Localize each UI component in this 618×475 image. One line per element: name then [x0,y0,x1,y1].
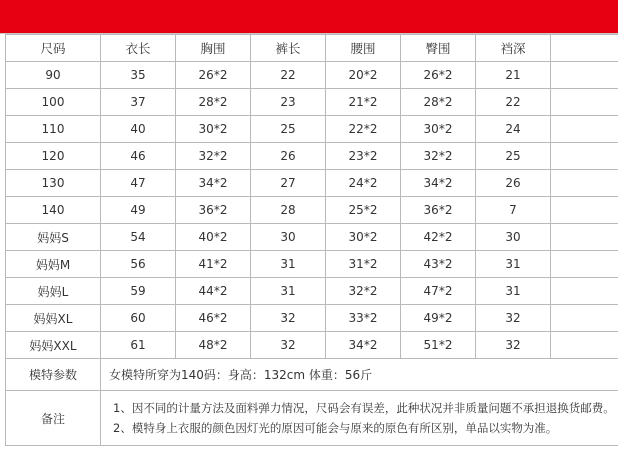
notes-label: 备注 [6,391,101,446]
table-row [6,278,618,305]
measure-cell [551,89,618,116]
measure-cell: 32 [476,305,551,332]
table-row [6,143,618,170]
measure-cell: 30 [476,224,551,251]
header-cell: 臀围 [401,35,476,62]
note-line: 1、因不同的计量方法及面料弹力情况，尺码会有误差，此种状况并非质量问题不承担退换货邮费。 [113,401,615,415]
measure-cell: 22 [251,62,326,89]
size-cell: 90 [6,62,101,89]
measure-cell: 43*2 [401,251,476,278]
measure-cell: 36*2 [176,197,251,224]
measure-cell: 26*2 [176,62,251,89]
measure-cell: 28 [251,197,326,224]
measure-cell: 21 [476,62,551,89]
measure-cell: 27 [251,170,326,197]
measure-cell: 31 [476,251,551,278]
measure-cell [551,143,618,170]
red-header-banner [0,0,618,33]
size-cell: 120 [6,143,101,170]
size-cell: 100 [6,89,101,116]
measure-cell: 25 [251,116,326,143]
measure-cell: 40*2 [176,224,251,251]
table-row [6,62,618,89]
size-cell: 妈妈L [6,278,101,305]
measure-cell: 25 [476,143,551,170]
measure-cell [551,305,618,332]
measure-cell: 33*2 [326,305,401,332]
measure-cell: 37 [101,89,176,116]
measure-cell: 36*2 [401,197,476,224]
measure-cell: 28*2 [176,89,251,116]
measure-cell [551,197,618,224]
table-row [6,116,618,143]
size-cell: 妈妈M [6,251,101,278]
measure-cell: 23 [251,89,326,116]
header-cell [551,35,618,62]
measure-cell: 32*2 [401,143,476,170]
measure-cell: 21*2 [326,89,401,116]
measure-cell: 22*2 [326,116,401,143]
measure-cell: 54 [101,224,176,251]
measure-cell: 32*2 [326,278,401,305]
measure-cell: 46 [101,143,176,170]
measure-cell: 22 [476,89,551,116]
measure-cell: 49*2 [401,305,476,332]
model-info-text: 女模特所穿为140码：身高：132cm 体重：56斤 [101,359,618,391]
measure-cell: 35 [101,62,176,89]
notes-text [101,391,618,446]
measure-cell: 31*2 [326,251,401,278]
table-row [6,170,618,197]
measure-cell: 31 [251,251,326,278]
measure-cell: 40 [101,116,176,143]
measure-cell: 44*2 [176,278,251,305]
size-cell: 妈妈XL [6,305,101,332]
note-line: 2、模特身上衣服的颜色因灯光的原因可能会与原来的原色有所区别，单品以实物为准。 [113,421,558,435]
measure-cell [551,278,618,305]
measure-cell: 61 [101,332,176,359]
measure-cell: 26 [476,170,551,197]
measure-cell: 26 [251,143,326,170]
header-row [6,35,618,62]
measure-cell [551,251,618,278]
table-row [6,197,618,224]
measure-cell: 46*2 [176,305,251,332]
measure-cell: 23*2 [326,143,401,170]
measure-cell: 34*2 [401,170,476,197]
measure-cell: 49 [101,197,176,224]
measure-cell: 42*2 [401,224,476,251]
measure-cell: 30*2 [176,116,251,143]
header-cell: 裤长 [251,35,326,62]
table-row [6,305,618,332]
size-cell: 130 [6,170,101,197]
measure-cell: 30*2 [326,224,401,251]
measure-cell: 32*2 [176,143,251,170]
model-info-row [6,359,618,391]
header-cell: 尺码 [6,35,101,62]
measure-cell: 56 [101,251,176,278]
measure-cell: 48*2 [176,332,251,359]
measure-cell: 41*2 [176,251,251,278]
measure-cell: 51*2 [401,332,476,359]
measure-cell: 32 [251,305,326,332]
size-cell: 110 [6,116,101,143]
measure-cell: 31 [476,278,551,305]
table-row [6,332,618,359]
table-row [6,224,618,251]
header-cell: 衣长 [101,35,176,62]
measure-cell: 32 [251,332,326,359]
size-cell: 妈妈S [6,224,101,251]
measure-cell [551,332,618,359]
size-chart-table [5,34,618,446]
measure-cell: 25*2 [326,197,401,224]
size-cell: 140 [6,197,101,224]
measure-cell [551,224,618,251]
header-cell: 胸围 [176,35,251,62]
measure-cell: 59 [101,278,176,305]
measure-cell: 31 [251,278,326,305]
size-cell: 妈妈XXL [6,332,101,359]
measure-cell: 24 [476,116,551,143]
measure-cell: 20*2 [326,62,401,89]
measure-cell: 32 [476,332,551,359]
measure-cell: 47 [101,170,176,197]
header-cell: 裆深 [476,35,551,62]
measure-cell [551,62,618,89]
measure-cell: 30 [251,224,326,251]
measure-cell: 30*2 [401,116,476,143]
notes-row [6,391,618,446]
measure-cell: 24*2 [326,170,401,197]
measure-cell: 60 [101,305,176,332]
measure-cell: 28*2 [401,89,476,116]
measure-cell: 26*2 [401,62,476,89]
measure-cell: 34*2 [176,170,251,197]
measure-cell [551,170,618,197]
table-row [6,251,618,278]
table-row [6,89,618,116]
model-info-label: 模特参数 [6,359,101,391]
measure-cell [551,116,618,143]
header-cell: 腰围 [326,35,401,62]
measure-cell: 47*2 [401,278,476,305]
measure-cell: 7 [476,197,551,224]
measure-cell: 34*2 [326,332,401,359]
